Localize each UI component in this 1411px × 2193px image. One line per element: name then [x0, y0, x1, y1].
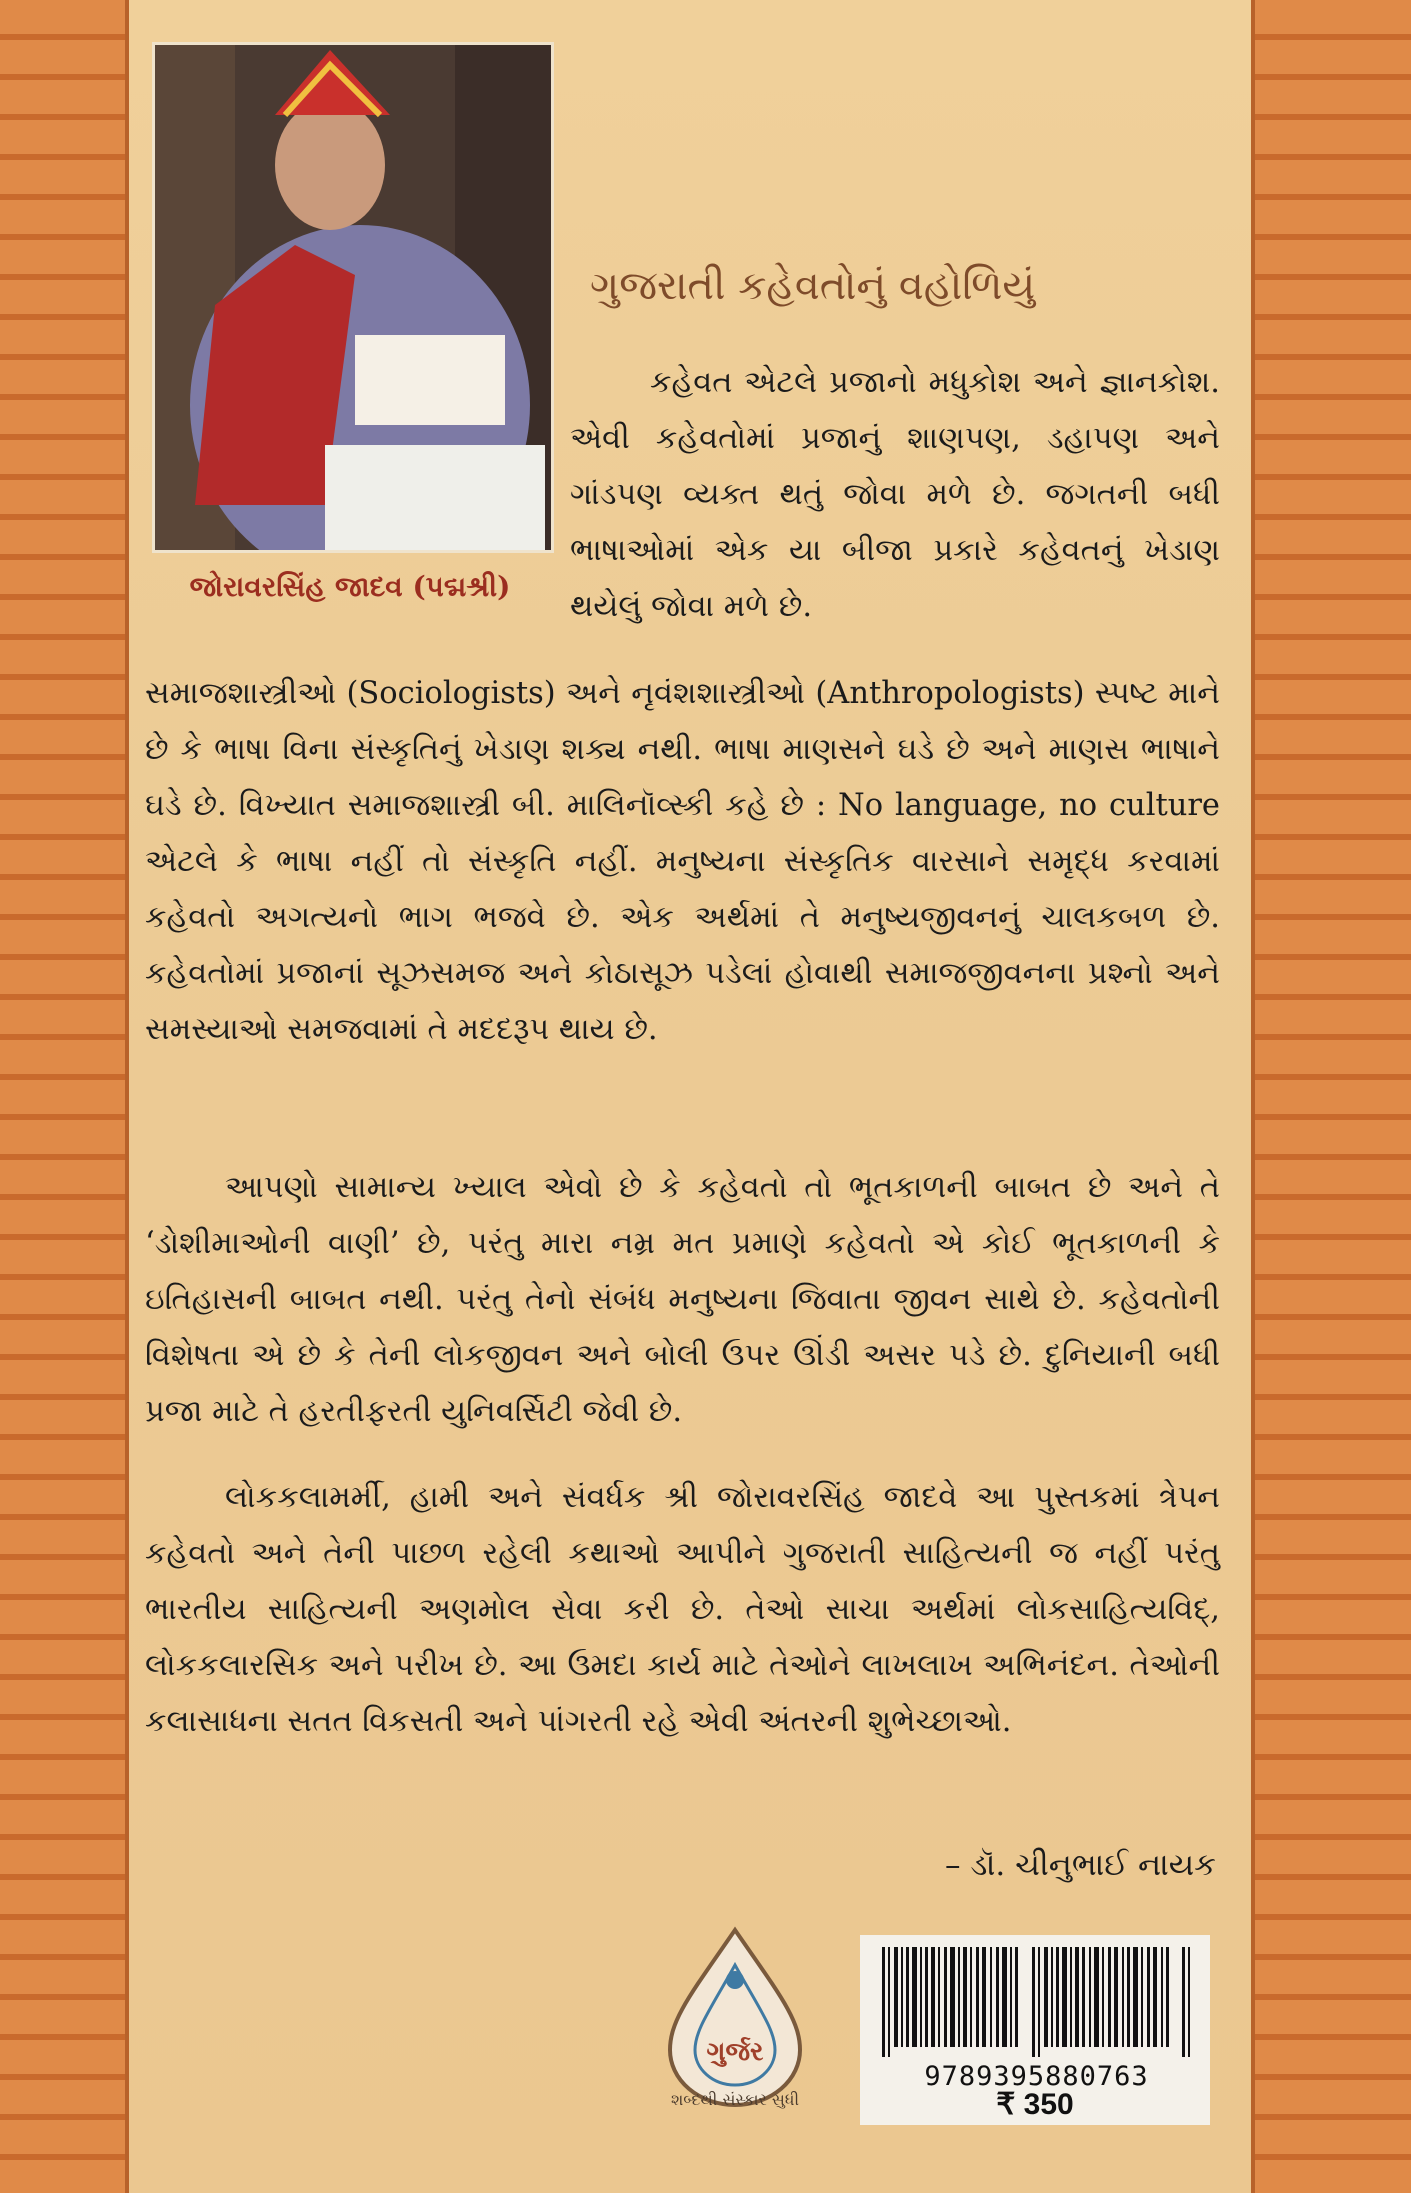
barcode-icon [882, 1947, 1192, 2057]
decorative-border-right [1250, 0, 1411, 2193]
paragraph-1-intro: કહેવત એટલે પ્રજાનો મધુકોશ અને જ્ઞાનકોશ. એવી કહેવતોમાં પ્રજાનું શાણપણ, ડહાપણ અને ગાંડપણ વ્યક્ત થતું જોવા મળે છે. જગતની બધી ભાષાઓમાં એક યા બીજા પ્રકારે કહેવતનું ખેડાણ થયેલું જોવા મળે છે. [570, 365, 1220, 624]
decorative-border-left [0, 0, 130, 2193]
paragraph-3: લોકકલામર્મી, હામી અને સંવર્ધક શ્રી જોરાવરસિંહ જાદવે આ પુસ્તકમાં ત્રેપન કહેવતો અને તેની પાછળ રહેલી કથાઓ આપીને ગુજરાતી સાહિત્યની જ નહીં પરંતુ ભારતીય સાહિત્યની અણમોલ સેવા કરી છે. તેઓ સાચા અર્થમાં લોકસાહિત્યવિદ્, લોકકલારસિક અને પરીખ છે. આ ઉમદા કાર્ય માટે તેઓને લાખલાખ અભિનંદન. તેઓની કલાસાધના સતત વિકસતી અને પાંગરતી રહે એવી અંતરની શુભેચ્છાઓ. [145, 1480, 1220, 1739]
price-label: ₹ 350 [996, 2088, 1074, 2121]
author-photo [152, 42, 554, 553]
paragraph-1-continued: સમાજશાસ્ત્રીઓ (Sociologists) અને નૃવંશશાસ્ત્રીઓ (Anthropologists) સ્પષ્ટ માને છે કે ભાષા વિના સંસ્કૃતિનું ખેડાણ શક્ય નથી. ભાષા માણસને ઘડે છે અને માણસ ભાષાને ઘડે છે. વિખ્યાત સમાજશાસ્ત્રી બી. માલિનૉવ્સ્કી કહે છે : No language, no culture એટલે કે ભાષા નહીં તો સંસ્કૃતિ નહીં. મનુષ્યના સંસ્કૃતિક વારસાને સમૃદ્ધ કરવામાં કહેવતો અગત્યનો ભાગ ભજવે છે. એક અર્થમાં તે મનુષ્યજીવનનું ચાલકબળ છે. કહેવતોમાં પ્રજાનાં સૂઝસમજ અને કોઠાસૂઝ પડેલાં હોવાથી સમાજજીવનના પ્રશ્નો અને સમસ્યાઓ સમજવામાં તે મદદરૂપ થાય છે. [145, 676, 1220, 1047]
barcode-sticker [860, 1935, 1210, 2125]
signature: – ડૉ. ચીનુભાઈ નાયક [945, 1847, 1216, 1883]
photo-caption: જોરાવરસિંહ જાદવ (પદ્મશ્રી) [189, 570, 511, 603]
book-heading: ગુજરાતી કહેવતોનું વહોળિયું [590, 263, 1036, 309]
svg-text:ગુર્જર: ગુર્જર [706, 2037, 764, 2067]
paragraph-2: આપણો સામાન્ય ખ્યાલ એવો છે કે કહેવતો તો ભૂતકાળની બાબત છે અને તે ‘ડોશીમાઓની વાણી’ છે, પરંતુ મારા નમ્ર મત પ્રમાણે કહેવતો એ કોઈ ભૂતકાળની કે ઇતિહાસની બાબત નથી. પરંતુ તેનો સંબંધ મનુષ્યના જિવાતા જીવન સાથે છે. કહેવતોની વિશેષતા એ છે કે તેની લોકજીવન અને બોલી ઉપર ઊંડી અસર પડે છે. દુનિયાની બધી પ્રજા માટે તે હરતીફરતી યુનિવર્સિટી જેવી છે. [145, 1170, 1220, 1429]
publisher-logo [660, 1925, 810, 2110]
publisher-tagline: શબ્દથી સંસ્કાર સુધી [670, 2090, 800, 2109]
isbn-number: 9789395880763 [924, 2061, 1149, 2092]
